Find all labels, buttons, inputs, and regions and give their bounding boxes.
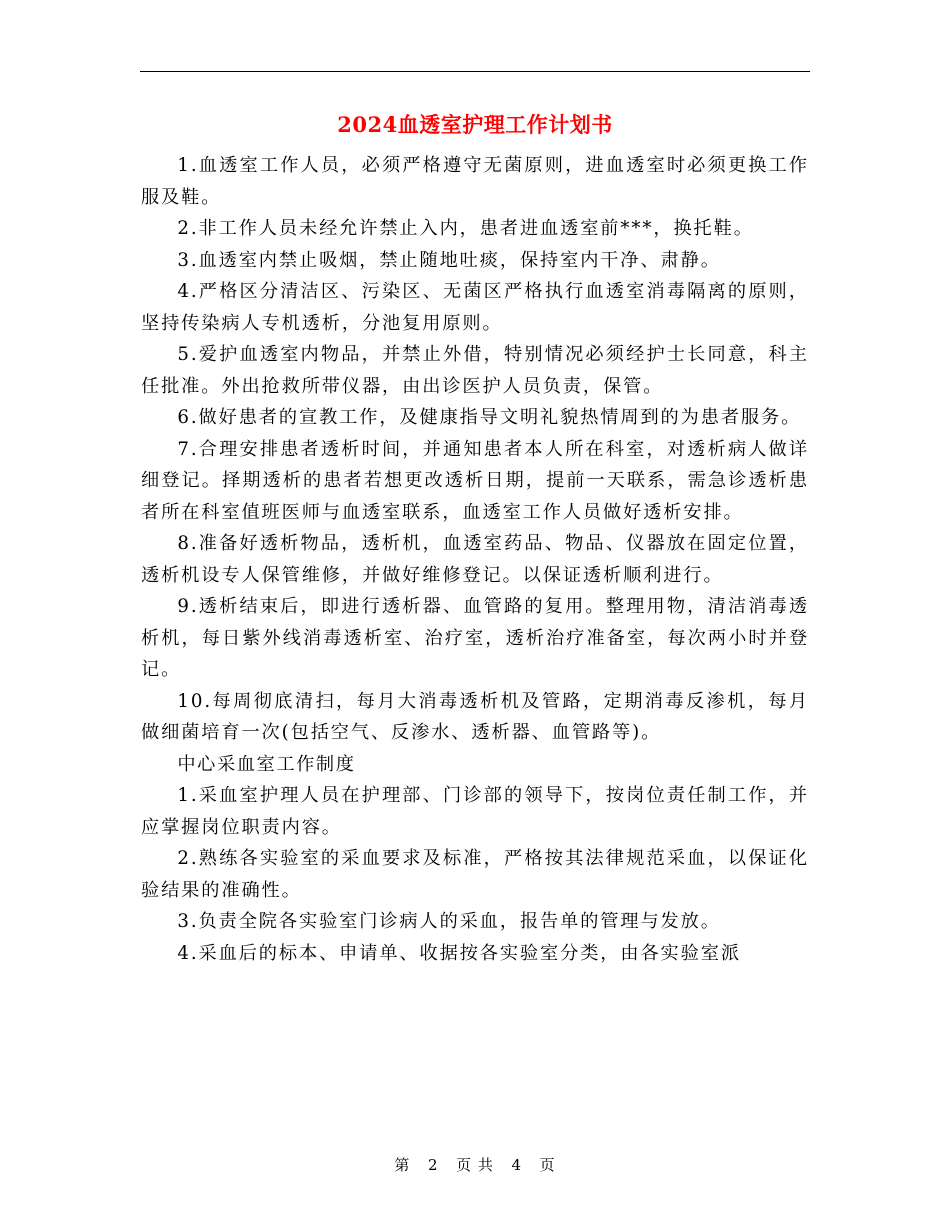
paragraph-1: 1.血透室工作人员，必须严格遵守无菌原则，进血透室时必须更换工作服及鞋。: [141, 155, 809, 208]
paragraph-14: 4.采血后的标本、申请单、收据按各实验室分类，由各实验室派: [177, 942, 741, 964]
paragraph-2: 2.非工作人员未经允许禁止入内，患者进血透室前***，换托鞋。: [177, 218, 754, 239]
page-footer: [140, 1155, 810, 1175]
paragraph-5: 5.爱护血透室内物品，并禁止外借，特别情况必须经护士长同意，科主任批准。外出抢救所带仪器，由出诊医护人员负责，保管。: [141, 344, 809, 397]
paragraph-10: 10.每周彻底清扫，每月大消毒透析机及管路，定期消毒反渗机，每月做细菌培育一次(包括空气、反渗水、透析器、血管路等)。: [141, 690, 809, 743]
paragraph-4: 4.严格区分清洁区、污染区、无菌区严格执行血透室消毒隔离的原则，坚持传染病人专机透析，分池复用原则。: [141, 281, 809, 334]
header-rule: [140, 71, 810, 72]
paragraph-13: 3.负责全院各实验室门诊病人的采血，报告单的管理与发放。: [177, 911, 721, 932]
footer-prefix: 第: [394, 1156, 411, 1174]
paragraph-11: 1.采血室护理人员在护理部、门诊部的领导下，按岗位责任制工作，并应掌握岗位职责内容。: [141, 785, 809, 838]
paragraph-8: 8.准备好透析物品，透析机，血透室药品、物品、仪器放在固定位置，透析机设专人保管维修，并做好维修登记。以保证透析顺利进行。: [141, 533, 809, 586]
paragraph-6: 6.做好患者的宣教工作，及健康指导文明礼貌热情周到的为患者服务。: [177, 407, 802, 428]
paragraph-3: 3.血透室内禁止吸烟，禁止随地吐痰，保持室内干净、肃静。: [177, 249, 721, 271]
section-heading: 中心采血室工作制度: [177, 753, 356, 775]
paragraph-12: 2.熟练各实验室的采血要求及标准，严格按其法律规范采血，以保证化验结果的准确性。: [141, 848, 809, 901]
paragraph-9: 9.透析结束后，即进行透析器、血管路的复用。整理用物，清洁消毒透析机，每日紫外线消毒透析室、治疗室，透析治疗准备室，每次两小时并登记。: [141, 596, 809, 680]
document-body: [141, 150, 809, 969]
footer-total-pages: 4: [511, 1156, 522, 1174]
footer-suffix: 页: [539, 1156, 556, 1174]
footer-current-page: 2: [428, 1156, 439, 1174]
footer-mid: 页 共: [456, 1156, 494, 1174]
paragraph-7: 7.合理安排患者透析时间，并通知患者本人所在科室，对透析病人做详细登记。择期透析的患者若想更改透析日期，提前一天联系，需急诊透析患者所在科室值班医师与血透室联系，血透室工作人员做好透析安排。: [141, 438, 809, 523]
document-title: 2024血透室护理工作计划书: [337, 112, 613, 137]
